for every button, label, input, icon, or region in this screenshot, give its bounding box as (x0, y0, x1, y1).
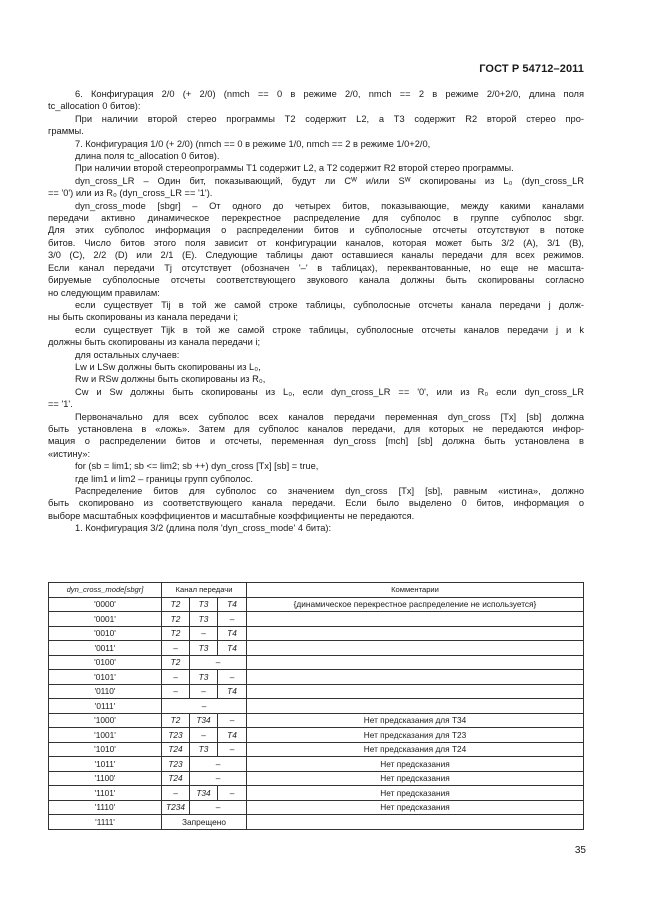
channel-cell: Запрещено (162, 815, 247, 830)
table-row (49, 800, 584, 815)
channel-cell: T24 (162, 771, 190, 786)
mode-cell: '0110' (49, 684, 162, 699)
text-line: Первоначально для всех субполос всех каналов передачи переменная dyn_cross [Tx] [sb] должна (75, 411, 584, 422)
table-row (49, 699, 584, 714)
text-line: Lw и LSw должны быть скопированы из L₀, (75, 361, 261, 372)
text-line: Cw и Sw должны быть скопированы из L₀, если dyn_cross_LR == '0', или из R₀ если dyn_cross_LR (75, 386, 584, 397)
mode-cell: '0010' (49, 626, 162, 641)
channel-cell: T4 (218, 728, 247, 743)
channel-cell: – (162, 641, 190, 656)
text-line: должны быть скопированы из канала передачи i; (48, 337, 261, 348)
mode-cell: '1001' (49, 728, 162, 743)
channel-cell: – (218, 670, 247, 685)
comment-cell: Нет предсказания (247, 786, 584, 801)
comment-cell: Нет предсказания (247, 771, 584, 786)
channel-cell: T234 (162, 800, 190, 815)
channel-cell: T3 (190, 612, 218, 627)
channel-cell: T2 (162, 713, 190, 728)
text-line: если существует Tijk в той же самой строке таблицы, субполосные отсчеты каналов передачи j и k (75, 324, 584, 335)
text-line: tc_allocation 0 битов): (48, 101, 141, 112)
text-line: ны быть скопированы из канала передачи i; (48, 312, 239, 323)
channel-cell: T23 (162, 757, 190, 772)
text-line: Если канал передачи Tj отсутствует (обозначен '–' в таблицах), переквантованные, но еще не масшта- (48, 262, 584, 273)
standard-header: ГОСТ Р 54712–2011 (479, 63, 584, 75)
table-row (49, 655, 584, 670)
comment-cell (247, 612, 584, 627)
mode-cell: '0001' (49, 612, 162, 627)
comment-cell: Нет предсказания для T24 (247, 742, 584, 757)
header-mode: dyn_cross_mode[sbgr] (49, 583, 162, 598)
text-line: выборе масштабных коэффициентов и масштабные коэффициенты не передаются. (48, 510, 415, 521)
text-line: Распределение битов для субполос со значением dyn_cross [Tx] [sb], равным «истина», должно (75, 486, 584, 496)
channel-cell: T3 (190, 742, 218, 757)
table-row (49, 612, 584, 627)
channel-cell: – (162, 684, 190, 699)
text-line: При наличии второй стереопрограммы T1 содержит L2, а T2 содержит R2 второй стерео программы. (75, 163, 514, 174)
comment-cell (247, 655, 584, 670)
channel-cell: T2 (162, 597, 190, 612)
channel-cell: – (190, 684, 218, 699)
channel-cell: – (162, 670, 190, 685)
mode-cell: '1000' (49, 713, 162, 728)
text-line: dyn_cross_mode [sbgr] – От одного до четырех битов, показывающие, между какими каналами (75, 200, 584, 211)
text-line: где lim1 и lim2 – границы групп субполос. (75, 473, 254, 484)
text-line: «истину»: (48, 448, 91, 459)
text-line: dyn_cross_LR – Один бит, показывающий, будут ли Cᵂ и/или Sᵂ скопированы из L₀ (dyn_cross_LR (75, 175, 584, 186)
table-row (49, 786, 584, 801)
mode-cell: '1100' (49, 771, 162, 786)
mode-cell: '1010' (49, 742, 162, 757)
text-line: быть скопировано из соответствующего канала передачи. Если было выделено 0 битов, информация о (48, 498, 584, 509)
text-line: быть установлена в «ложь». Затем для субполос каналов передачи, для которых не передаются инфор- (48, 423, 584, 434)
text-line: == '1'. (48, 399, 73, 410)
comment-cell (247, 699, 584, 714)
mode-cell: '0000' (49, 597, 162, 612)
mode-cell: '1011' (49, 757, 162, 772)
page-number: 35 (574, 845, 586, 856)
comment-cell: Нет предсказания для T34 (247, 713, 584, 728)
mode-cell: '1110' (49, 800, 162, 815)
text-line: длина поля tc_allocation 0 битов). (75, 151, 220, 162)
header-comments: Комментарии (247, 583, 584, 598)
text-line: При наличии второй стерео программы T2 содержит L2, а T3 содержит R2 второй стерео про- (75, 113, 584, 124)
table-row (49, 597, 584, 612)
channel-cell: T3 (190, 641, 218, 656)
text-line: == '0') или из R₀ (dyn_cross_LR == '1'). (48, 188, 213, 199)
table-row (49, 815, 584, 830)
comment-cell: Нет предсказания для T23 (247, 728, 584, 743)
comment-cell (247, 641, 584, 656)
channel-cell: – (218, 786, 247, 801)
channel-cell: – (218, 612, 247, 627)
mode-cell: '1111' (49, 815, 162, 830)
channel-cell: T23 (162, 728, 190, 743)
comment-cell: Нет предсказания (247, 757, 584, 772)
table-row (49, 757, 584, 772)
comment-cell: {динамическое перекрестное распределение не используется} (247, 597, 584, 612)
comment-cell (247, 815, 584, 830)
text-line: но следующим правилам: (48, 287, 160, 298)
body-text (48, 88, 584, 535)
text-line: граммы. (48, 126, 84, 137)
comment-cell: Нет предсказания (247, 800, 584, 815)
channel-cell: T4 (218, 684, 247, 699)
mode-cell: '0100' (49, 655, 162, 670)
channel-cell: T2 (162, 612, 190, 627)
channel-cell: T24 (162, 742, 190, 757)
text-line: бируемые субполосные отсчеты соответствующего звукового канала должны быть скопированы согласно (48, 275, 584, 286)
channel-cell: T4 (218, 641, 247, 656)
text-line: если существует Tij в той же самой строке таблицы, субполосные отсчеты канала передачи j долж- (75, 299, 584, 310)
comment-cell (247, 670, 584, 685)
channel-cell: T34 (190, 786, 218, 801)
channel-cell: – (162, 786, 190, 801)
mode-cell: '0011' (49, 641, 162, 656)
channel-cell: T2 (162, 626, 190, 641)
header-channels: Канал передачи (162, 583, 247, 598)
text-line: мация о распределении битов и отсчеты, переменная dyn_cross [mch] [sb] должна быть установлена в (48, 436, 584, 447)
table-row (49, 684, 584, 699)
comment-cell (247, 684, 584, 699)
table-row (49, 728, 584, 743)
text-line: 6. Конфигурация 2/0 (+ 2/0) (nmch == 0 в режиме 2/0, nmch == 2 в режиме 2/0+2/0, длина поля (75, 89, 584, 99)
table-row (49, 742, 584, 757)
channel-cell: – (190, 728, 218, 743)
text-line: for (sb = lim1; sb <= lim2; sb ++) dyn_cross [Tx] [sb] = true, (75, 461, 319, 472)
channel-cell: T34 (190, 713, 218, 728)
mode-cell: '1101' (49, 786, 162, 801)
channel-cell: – (190, 800, 247, 815)
mode-cell: '0111' (49, 699, 162, 714)
text-line: битов. Число битов этого поля зависит от конфигурации каналов, которая может быть 3/2 (A), 3/1 (B), (48, 237, 584, 248)
text-line: передачи активно динамическое перекрестное распределение для субполос в группе субполос sbgr. (48, 213, 584, 224)
channel-cell: T4 (218, 626, 247, 641)
text-line: Для этих субполос информация о распределении битов и субполосные отсчеты отсутствуют в потоке (48, 225, 584, 236)
table-row (49, 771, 584, 786)
table-row (49, 713, 584, 728)
table-header-row (49, 583, 584, 598)
text-line: 1. Конфигурация 3/2 (длина поля 'dyn_cross_mode' 4 бита): (75, 523, 332, 534)
comment-cell (247, 626, 584, 641)
text-line: Rw и RSw должны быть скопированы из R₀, (75, 374, 266, 385)
mode-cell: '0101' (49, 670, 162, 685)
channel-cell: T3 (190, 597, 218, 612)
table-row (49, 641, 584, 656)
channel-cell: T4 (218, 597, 247, 612)
channel-cell: T3 (190, 670, 218, 685)
channel-cell: – (190, 757, 247, 772)
channel-cell: – (218, 742, 247, 757)
dyn-cross-mode-table (48, 582, 584, 830)
text-line: 7. Конфигурация 1/0 (+ 2/0) (nmch == 0 в режиме 1/0, nmch == 2 в режиме 1/0+2/0, (75, 138, 431, 149)
channel-cell: – (190, 771, 247, 786)
channel-cell: T2 (162, 655, 190, 670)
channel-cell: – (218, 713, 247, 728)
channel-cell: – (190, 626, 218, 641)
table-row (49, 626, 584, 641)
text-line: для остальных случаев: (75, 349, 180, 360)
channel-cell: – (162, 699, 247, 714)
table-row (49, 670, 584, 685)
channel-cell: – (190, 655, 247, 670)
text-line: 3/0 (C), 2/2 (D) или 2/1 (E). Следующие таблицы дают оставшиеся каналы передачи для всех режимов. (48, 250, 584, 261)
